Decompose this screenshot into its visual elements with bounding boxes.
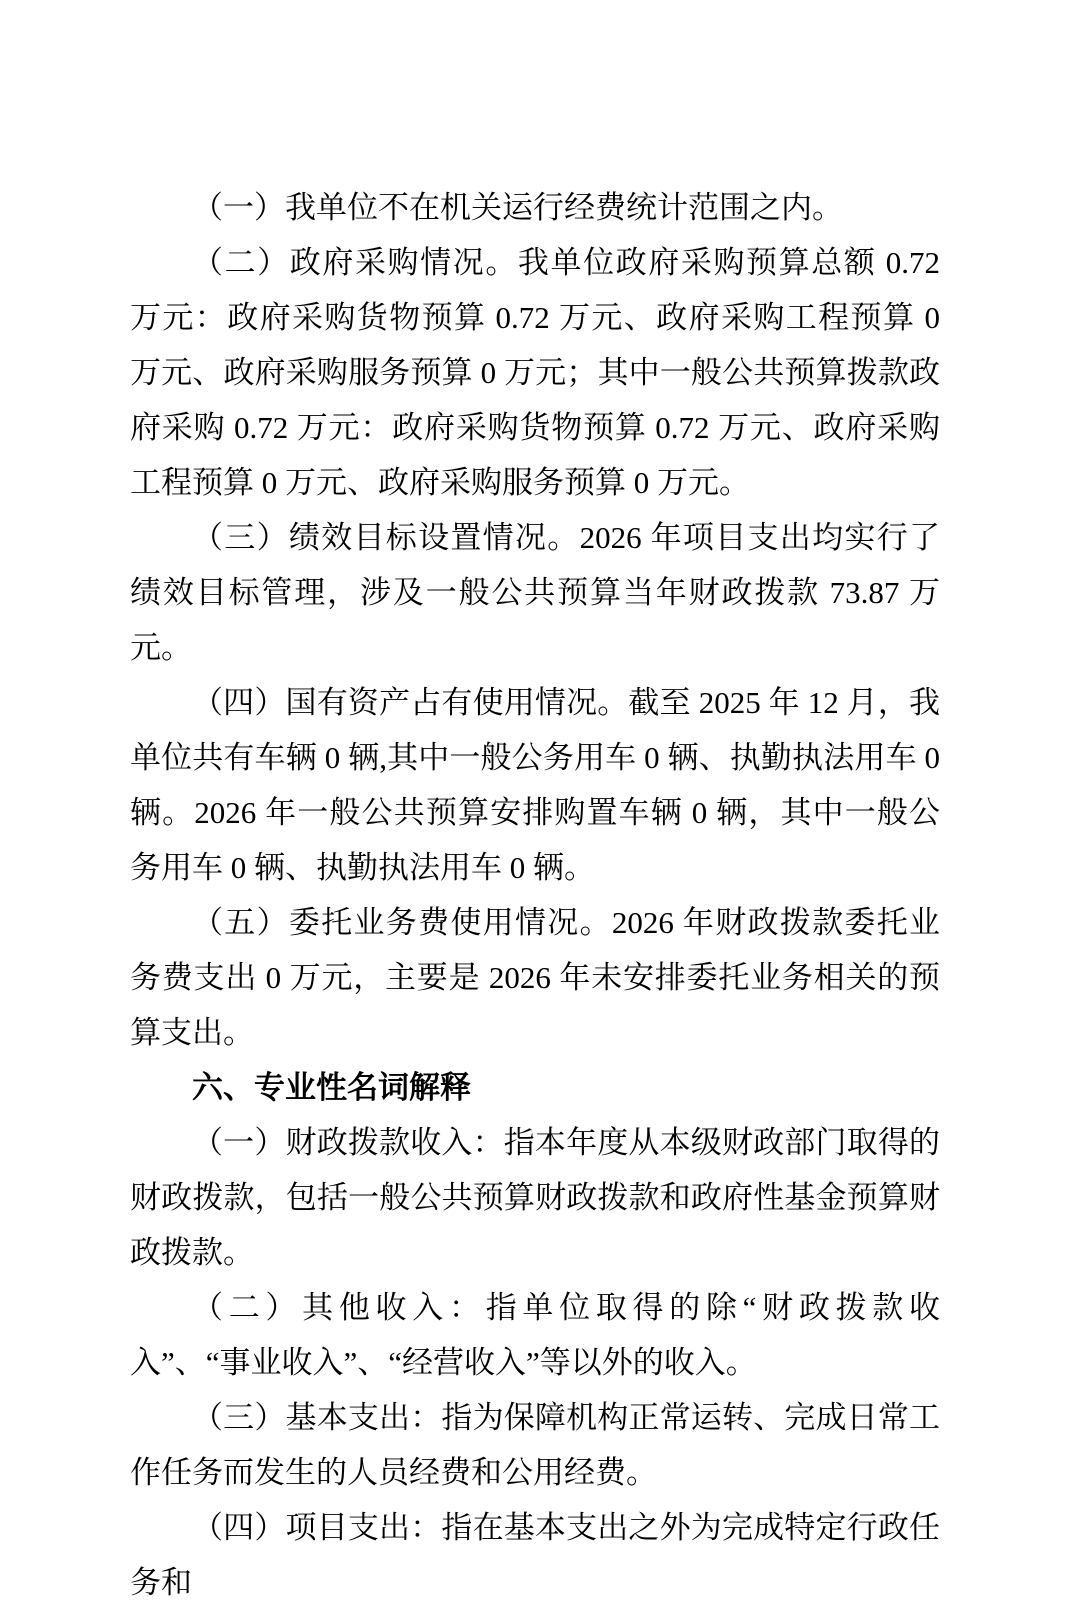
document-body: [130, 180, 940, 1610]
para-def-other-income: （二）其他收入：指单位取得的除“财政拨款收入”、“事业收入”、“经营收入”等以外的收入。: [130, 1290, 940, 1380]
heading-terminology-section: 六、专业性名词解释: [192, 1070, 471, 1105]
para-entrusted-business-fee: （五）委托业务费使用情况。2026 年财政拨款委托业务费支出 0 万元，主要是 2026 年未安排委托业务相关的预算支出。: [130, 905, 940, 1050]
para-def-project-expenditure: （四）项目支出：指在基本支出之外为完成特定行政任务和: [130, 1510, 940, 1600]
para-def-basic-expenditure: （三）基本支出：指为保障机构正常运转、完成日常工作任务而发生的人员经费和公用经费。: [130, 1400, 940, 1490]
para-def-fiscal-appropriation-income: （一）财政拨款收入：指本年度从本级财政部门取得的财政拨款，包括一般公共预算财政拨款和政府性基金预算财政拨款。: [130, 1125, 940, 1270]
para-performance-targets: （三）绩效目标设置情况。2026 年项目支出均实行了绩效目标管理，涉及一般公共预算当年财政拨款 73.87 万元。: [130, 520, 940, 665]
para-operating-expense-scope: （一）我单位不在机关运行经费统计范围之内。: [192, 190, 843, 225]
para-state-assets-usage: （四）国有资产占有使用情况。截至 2025 年 12 月，我单位共有车辆 0 辆,其中一般公务用车 0 辆、执勤执法用车 0 辆。2026 年一般公共预算安排购置车辆 0 辆，其中一般公务用车 0 辆、执勤执法用车 0 辆。: [130, 685, 940, 885]
para-government-procurement: （二）政府采购情况。我单位政府采购预算总额 0.72 万元：政府采购货物预算 0.72 万元、政府采购工程预算 0 万元、政府采购服务预算 0 万元；其中一般公共预算拨款政府采购 0.72 万元：政府采购货物预算 0.72 万元、政府采购工程预算 0 万元、政府采购服务预算 0 万元。: [130, 245, 940, 500]
